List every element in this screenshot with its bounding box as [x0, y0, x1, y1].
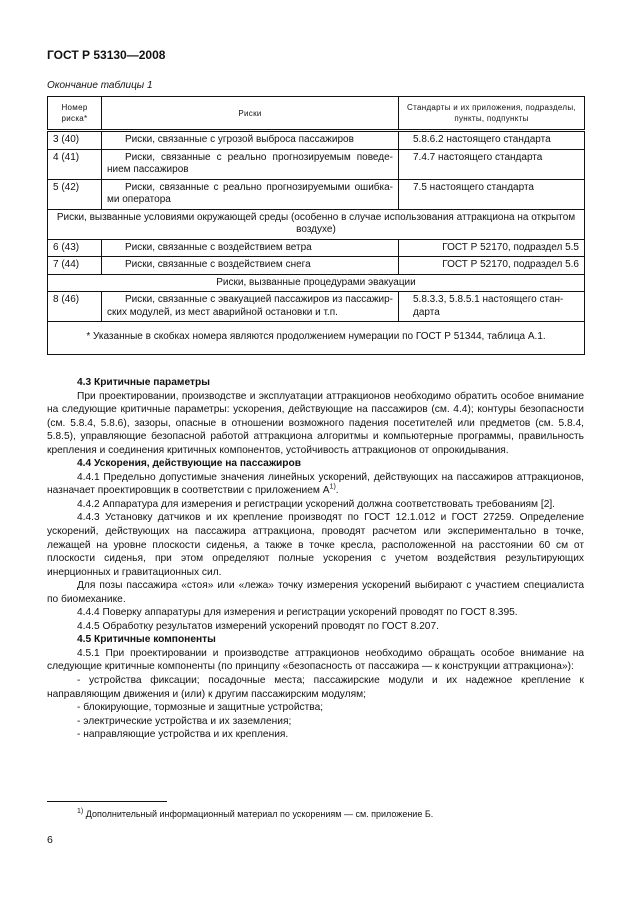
- risk-text: Риски, связанные с воздействием ветра: [102, 239, 399, 257]
- risk-text: Риски, связанные с эвакуацией пассажиров из пассажир-ских модулей, из мест аварийной остановки и т.п.: [102, 292, 399, 322]
- risk-text: Риски, связанные с реально прогнозируемым поведе-нием пассажиров: [102, 149, 399, 179]
- list-item: - электрические устройства и их заземления;: [77, 715, 292, 727]
- table-row: [48, 131, 585, 150]
- paragraph: При проектировании, производстве и эксплуатации аттракционов необходимо обратить особое внимание на следующие критичные параметры: ускорения, действующие на пассажиров (см. 4.4); контуры безопасности (см. 5.8.4, 5.8.6), зазоры, опасные в отношении возможного падения посетителей или предметов (см. 5.8.4, 5.8.5), управляющие безопасной работой аттракциона алгоритмы и компьютерные программы, правильность крепления и соединения критичных компонентов, устойчивость аттракционов от опрокидывания.: [47, 390, 584, 456]
- page-number: 6: [47, 834, 53, 846]
- risk-number: 7 (44): [48, 257, 102, 275]
- table-note: * Указанные в скобках номера являются продолжением нумерации по ГОСТ Р 51344, таблица А.1.: [48, 322, 585, 355]
- risk-text: Риски, связанные с воздействием снега: [102, 257, 399, 275]
- footnote-text: Дополнительный информационный материал по ускорениям — см. приложение Б.: [85, 809, 434, 819]
- table-group-row: [48, 209, 585, 239]
- risk-text: Риски, связанные с угрозой выброса пассажиров: [102, 131, 399, 150]
- paragraph: 4.4.4 Поверку аппаратуры для измерения и регистрации ускорений проводят по ГОСТ 8.395.: [77, 607, 518, 619]
- risks-table: [47, 96, 585, 355]
- paragraph: 4.4.3 Установку датчиков и их крепление производят по ГОСТ 12.1.012 и ГОСТ 27259. Определение ускорений, действующих на пассажира аттракциона, проводят расчетом или экспериментально в точке, лежащей на уровне плоскости сиденья, а также в точке кресла, расположенной на расстоянии 60 см от плоскости сиденья, при этом определяют полные ускорения с учетом воздействия результирующих инерционных и гравитационных сил.: [47, 512, 584, 578]
- table-row: [48, 179, 585, 209]
- risk-number: 6 (43): [48, 239, 102, 257]
- section-heading: 4.4 Ускорения, действующие на пассажиров: [77, 458, 302, 470]
- table-row: [48, 149, 585, 179]
- risk-standard: ГОСТ Р 52170, подраздел 5.6: [399, 257, 585, 275]
- paragraph: 4.4.5 Обработку результатов измерений ускорений проводят по ГОСТ 8.207.: [77, 620, 439, 632]
- table-note-row: [48, 322, 585, 355]
- risk-number: 3 (40): [48, 131, 102, 150]
- footnote-ref: 1): [329, 483, 336, 491]
- risk-number: 8 (46): [48, 292, 102, 322]
- document-header: ГОСТ Р 53130—2008: [47, 48, 166, 62]
- body-text: [47, 376, 584, 742]
- paragraph: 4.5.1 При проектировании и производстве аттракционов необходимо обращать особое внимание на следующие критичные компоненты (по принципу «безопасность от пассажира — к конструкции аттракциона»):: [47, 647, 584, 673]
- list-item: - направляющие устройства и их крепления.: [77, 729, 289, 741]
- footnote-mark: 1): [77, 808, 84, 815]
- risk-standard: ГОСТ Р 52170, подраздел 5.5: [399, 239, 585, 257]
- risk-number: 5 (42): [48, 179, 102, 209]
- table-row: [48, 257, 585, 275]
- risk-standard: 7.4.7 настоящего стандарта: [399, 149, 585, 179]
- table-caption: Окончание таблицы 1: [47, 80, 153, 91]
- section-heading: 4.5 Критичные компоненты: [77, 634, 216, 646]
- paragraph: Для позы пассажира «стоя» или «лежа» точку измерения ускорений выбирают с участием специалиста по биомеханике.: [47, 580, 584, 605]
- paragraph: 4.4.2 Аппаратура для измерения и регистрации ускорений должна соответствовать требованиям [2].: [77, 498, 556, 510]
- footnote-divider: [47, 801, 167, 802]
- column-header-standards: Стандарты и их приложения, подразделы, пункты, подпункты: [399, 97, 585, 131]
- section-heading: 4.3 Критичные параметры: [77, 377, 210, 388]
- risk-standard: 7.5 настоящего стандарта: [399, 179, 585, 209]
- risk-text: Риски, связанные с реально прогнозируемыми ошибка-ми оператора: [102, 179, 399, 209]
- paragraph-text: 4.4.1 Предельно допустимые значения линейных ускорений, действующих на пассажиров аттракционов, назначает проектировщик в соответствии с приложением А: [47, 471, 584, 497]
- list-item: - блокирующие, тормозные и защитные устройства;: [77, 702, 324, 714]
- list-item: - устройства фиксации; посадочные места; пассажирские модули и их надежное крепление к направляющим движения и (или) к другим пассажирским модулям;: [47, 675, 584, 700]
- group-heading: Риски, вызванные процедурами эвакуации: [48, 274, 585, 292]
- paragraph: 4.4.1 Предельно допустимые значения линейных ускорений, действующих на пассажиров аттракционов, назначает проектировщик в соответствии с приложением $А^{1)}$.: [47, 471, 584, 497]
- risk-standard: 5.8.6.2 настоящего стандарта: [399, 131, 585, 150]
- risk-number: 4 (41): [48, 149, 102, 179]
- column-header-risks: Риски: [102, 97, 399, 131]
- group-heading: Риски, вызванные условиями окружающей среды (особенно в случае использования аттракциона на открытом воздухе): [48, 209, 585, 239]
- table-group-row: [48, 274, 585, 292]
- table-row: [48, 292, 585, 322]
- footnote: [77, 809, 433, 819]
- risk-standard: 5.8.3.3, 5.8.5.1 настоящего стан-дарта: [399, 292, 585, 322]
- table-row: [48, 239, 585, 257]
- column-header-number: Номер риска*: [48, 97, 102, 131]
